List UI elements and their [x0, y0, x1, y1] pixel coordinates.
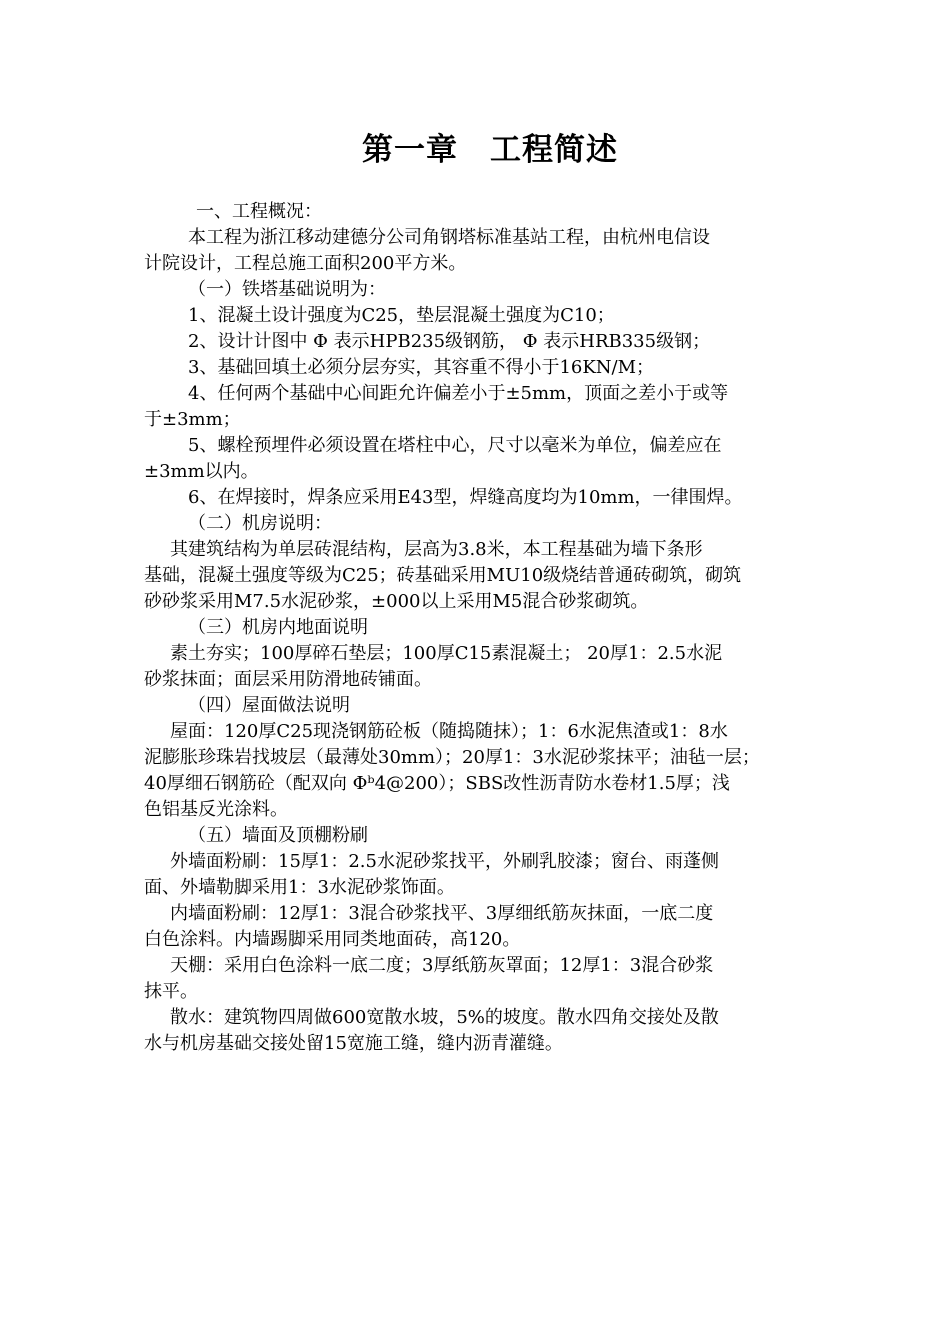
text-line: 4、任何两个基础中心间距允许偏差小于±5mm，顶面之差小于或等 [188, 383, 729, 404]
text-line: 砂浆抹面；面层采用防滑地砖铺面。 [144, 669, 432, 690]
text-line: 1、混凝土设计强度为C25，垫层混凝土强度为C10； [188, 305, 615, 326]
text-line: 其建筑结构为单层砖混结构，层高为3.8米，本工程基础为墙下条形 [170, 539, 703, 560]
text-line: 40厚细石钢筋砼（配双向 Φᵇ4@200）；SBS改性沥青防水卷材1.5厚；浅 [144, 773, 730, 794]
text-line: 内墙面粉刷：12厚1：3混合砂浆找平、3厚细纸筋灰抹面，一底二度 [170, 903, 714, 924]
text-line: （二）机房说明： [188, 513, 332, 534]
text-line: 抹平。 [144, 981, 198, 1002]
text-line: 基础，混凝土强度等级为C25；砖基础采用MU10级烧结普通砖砌筑，砌筑 [144, 565, 742, 586]
text-line: ±3mm以内。 [144, 461, 259, 482]
text-line: 面、外墙勒脚采用1：3水泥砂浆饰面。 [144, 877, 455, 898]
text-line: （一）铁塔基础说明为： [188, 279, 386, 300]
text-line: （四）屋面做法说明 [188, 695, 350, 716]
text-line: 天棚：采用白色涂料一底二度；3厚纸筋灰罩面；12厚1：3混合砂浆 [170, 955, 714, 976]
text-line: 泥膨胀珍珠岩找坡层（最薄处30mm）；20厚1：3水泥砂浆抹平；油毡一层； [144, 747, 760, 768]
text-line: 本工程为浙江移动建德分公司角钢塔标准基站工程，由杭州电信设 [188, 227, 710, 248]
document-body [144, 199, 844, 1057]
text-line: 5、螺栓预埋件必须设置在塔柱中心，尺寸以毫米为单位，偏差应在 [188, 435, 722, 456]
text-line: （五）墙面及顶棚粉刷 [188, 825, 368, 846]
text-line: 于±3mm； [144, 409, 241, 430]
text-line: 屋面：120厚C25现浇钢筋砼板（随捣随抹）；1：6水泥焦渣或1：8水 [170, 721, 728, 742]
text-line: 素土夯实；100厚碎石垫层；100厚C15素混凝土； 20厚1：2.5水泥 [170, 643, 723, 664]
text-line: 色铝基反光涂料。 [144, 799, 288, 820]
text-line: 砂砂浆采用M7.5水泥砂浆，±000以上采用M5混合砂浆砌筑。 [144, 591, 649, 612]
text-line: 外墙面粉刷：15厚1：2.5水泥砂浆找平，外刷乳胶漆；窗台、雨蓬侧 [170, 851, 719, 872]
chapter-title: 第一章 工程简述 [362, 132, 618, 168]
text-line: 6、在焊接时，焊条应采用E43型，焊缝高度均为10mm，一律围焊。 [188, 487, 743, 508]
text-line: 2、设计计图中 Φ 表示HPB235级钢筋， Φ 表示HRB335级钢； [188, 331, 711, 352]
text-line: （三）机房内地面说明 [188, 617, 368, 638]
text-line: 白色涂料。内墙踢脚采用同类地面砖，高120。 [144, 929, 521, 950]
text-line: 计院设计，工程总施工面积200平方米。 [144, 253, 467, 274]
text-line: 水与机房基础交接处留15宽施工缝，缝内沥青灌缝。 [144, 1033, 563, 1054]
text-line: 散水：建筑物四周做600宽散水坡，5%的坡度。散水四角交接处及散 [170, 1007, 719, 1028]
text-line: 一、工程概况： [196, 201, 322, 222]
text-line: 3、基础回填土必须分层夯实，其容重不得小于16KN/M； [188, 357, 655, 378]
